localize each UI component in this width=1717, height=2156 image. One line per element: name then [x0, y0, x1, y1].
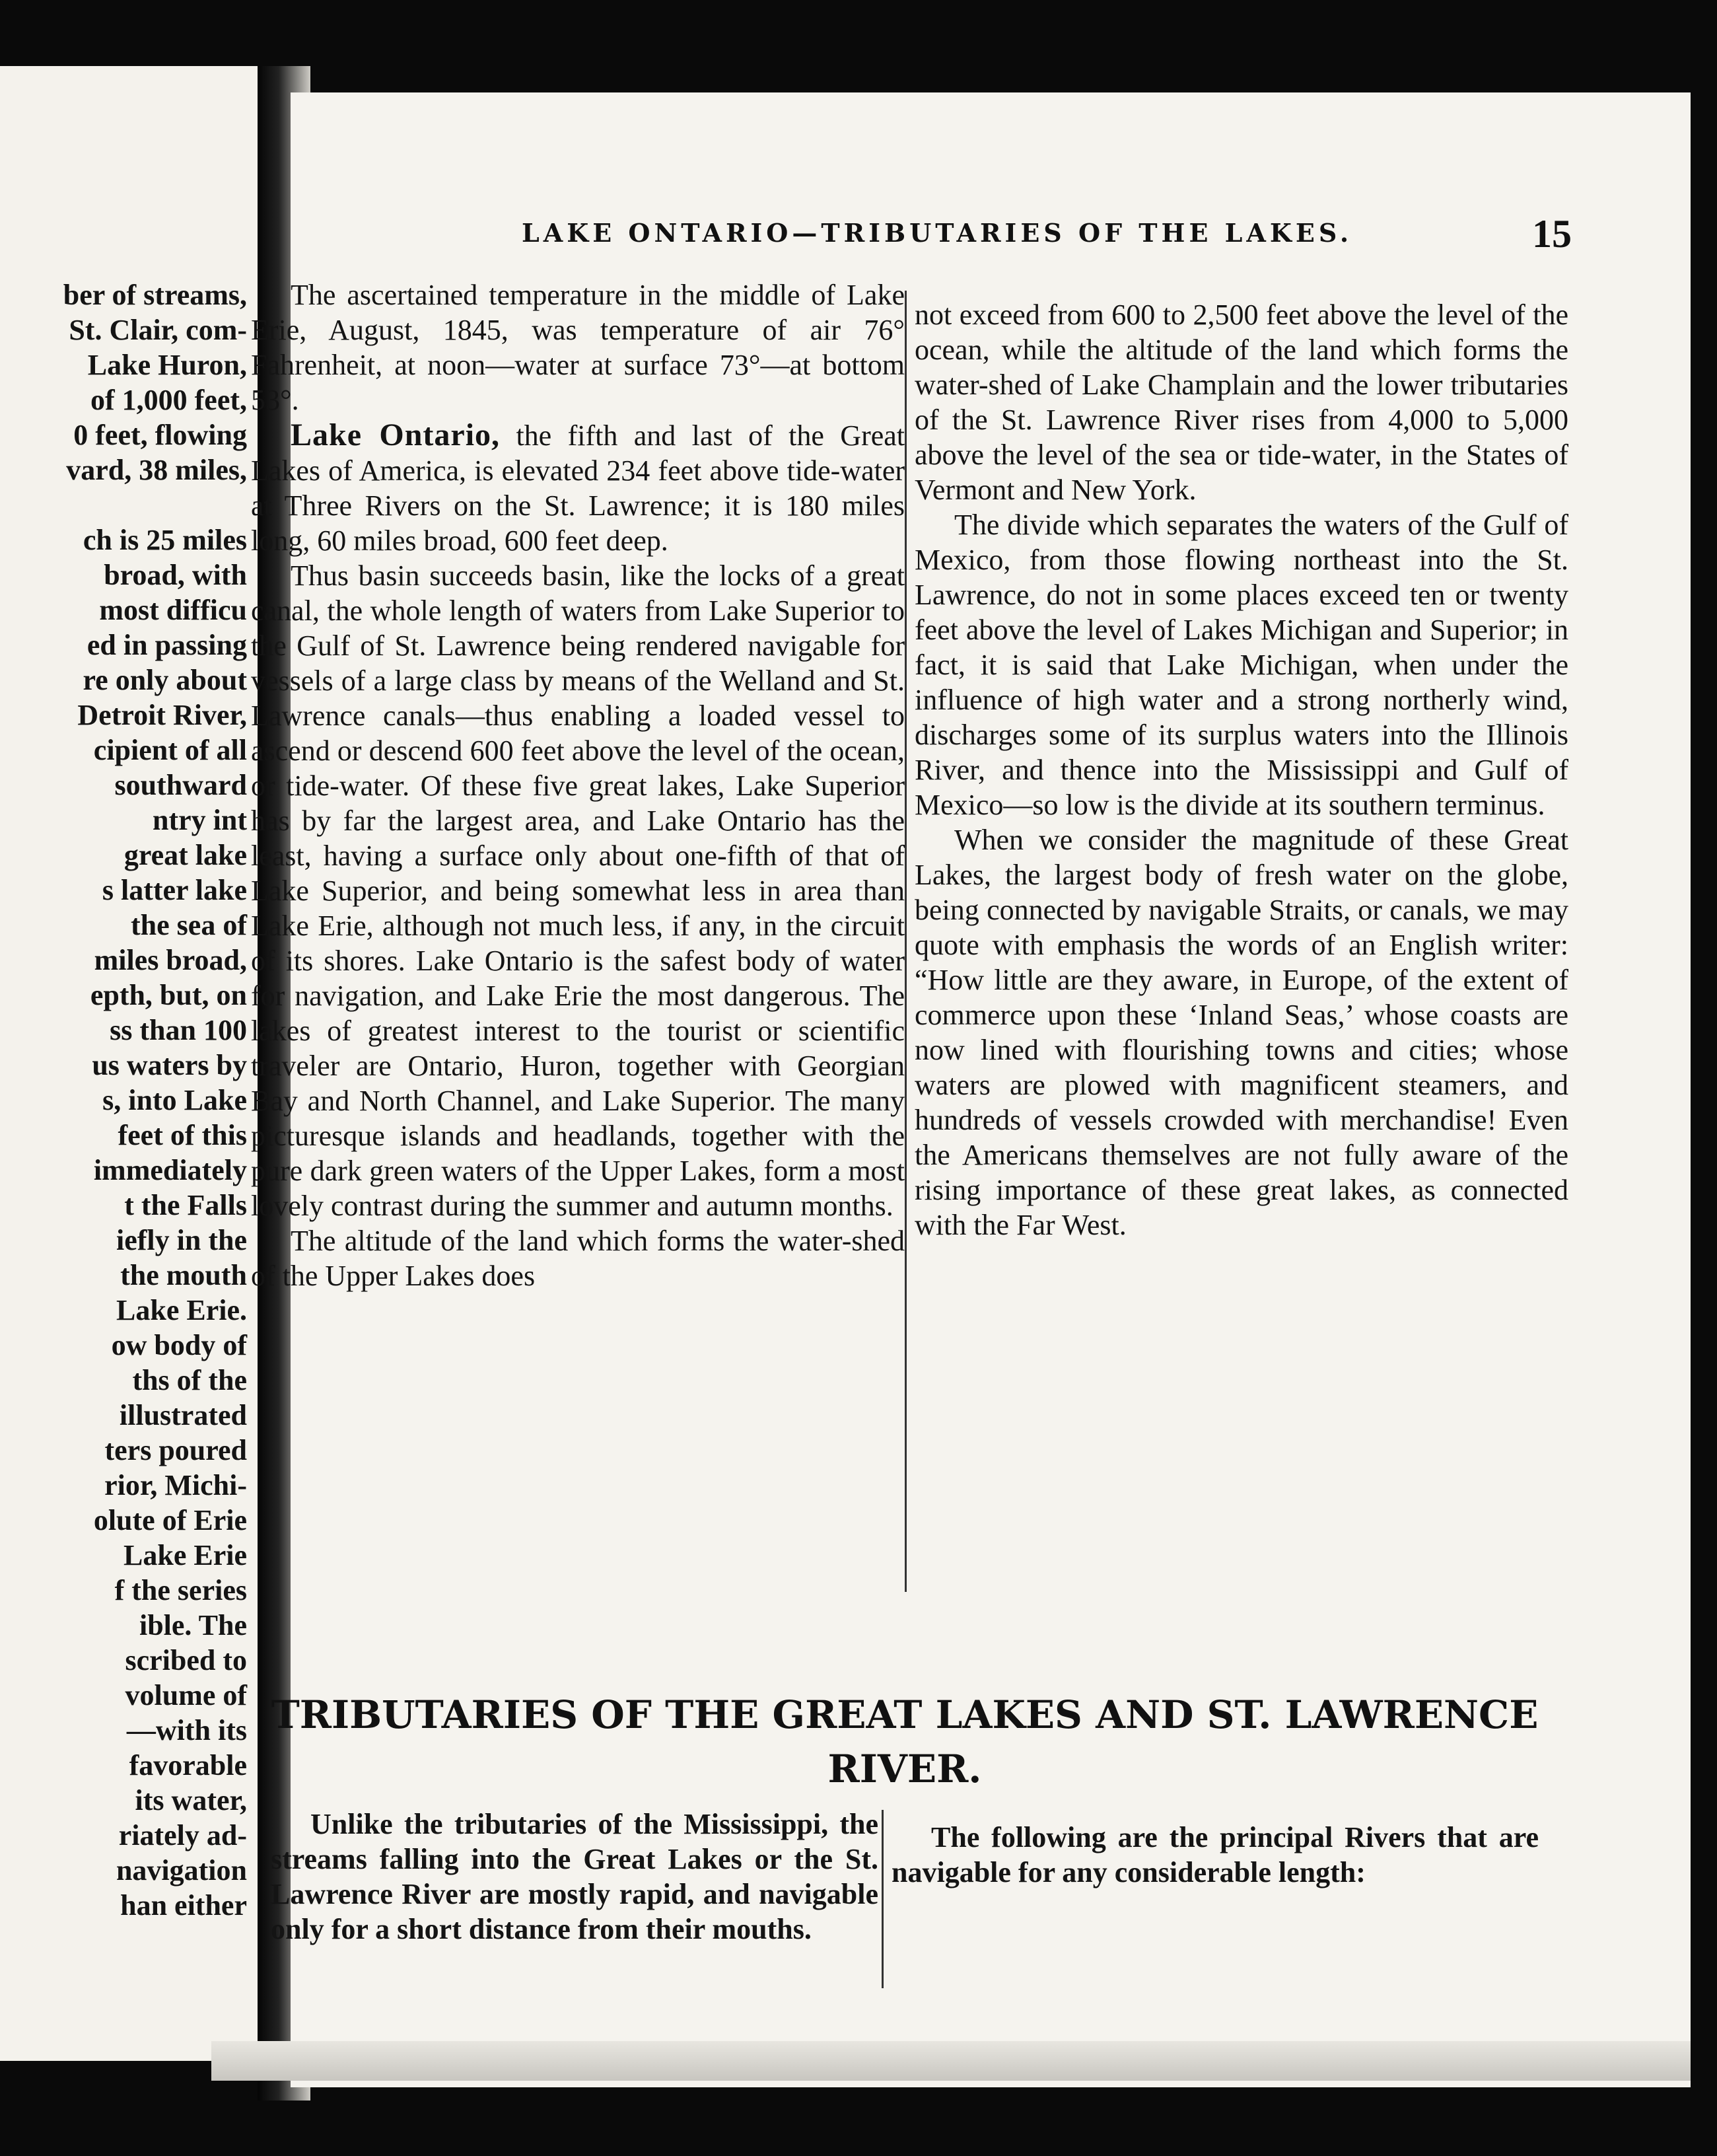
paragraph-magnitude: When we consider the magnitude of these Great Lakes, the largest body of fresh water on the globe, being connected by navigable Straits, or canals, we may quote with emphasis the words of an English writer: “How little are they aware, in Europe, of the extent of commerce upon these ‘Inland Seas,’ whose coasts are now lined with flourishing towns and cities; whose waters are plowed with magnificent steamers, and hundreds of vessels crowded with merchandise! Even the Americans themselves are not fully aware of the rising importance of these great lakes, as connected with the Far West.	[915, 824, 1568, 1241]
section-column-left	[271, 1807, 878, 1947]
left-page-line: —with its	[126, 1714, 247, 1746]
paragraph-altitude: The altitude of the land which forms the water-shed of the Upper Lakes does	[251, 1225, 905, 1292]
column-divider	[905, 291, 907, 1592]
paragraph-altitude-continued: not exceed from 600 to 2,500 feet above the level of the ocean, while the altitude of the land which forms the water-shed of Lake Champlain and the lower tributaries of the St. Lawrence River rises from 4,000 to 5,000 above the level of the sea or tide-water, in the States of Vermont and New York.	[915, 299, 1568, 506]
left-page-line: ters poured	[104, 1434, 247, 1466]
left-page-line: ch is 25 miles	[83, 524, 247, 556]
left-page-line: ber of streams,	[63, 279, 247, 311]
left-page-line: s latter lake	[102, 874, 247, 906]
section-column-right	[892, 1820, 1539, 1890]
left-page-line: s, into Lake	[102, 1084, 247, 1116]
paragraph-tributaries: Unlike the tributaries of the Mississippi, the streams falling into the Great Lakes or the St. Lawrence River are mostly rapid, and navigable only for a short distance from their mouths.	[271, 1808, 878, 1945]
left-page-line: ntry int	[153, 804, 247, 836]
left-page-line: St. Clair, com-	[69, 314, 247, 346]
left-page-line: rior, Michi-	[104, 1469, 247, 1501]
left-page-line: favorable	[129, 1749, 247, 1781]
page-number: 15	[1532, 212, 1572, 256]
left-page-line: vard, 38 miles,	[66, 454, 247, 486]
left-page-line: iefly in the	[116, 1224, 247, 1256]
left-page-line: scribed to	[125, 1644, 247, 1676]
section-title: TRIBUTARIES OF THE GREAT LAKES AND ST. LAWRENCE RIVER.	[271, 1692, 1539, 1791]
left-page-line: ow body of	[111, 1329, 247, 1361]
left-page-line: Detroit River,	[77, 699, 247, 731]
left-page-line: Lake Erie.	[116, 1294, 247, 1326]
left-page-line: olute of Erie	[93, 1504, 247, 1536]
lake-ontario-heading: Lake Ontario,	[291, 417, 501, 452]
left-page-line: ths of the	[132, 1364, 247, 1396]
left-page-line: navigation	[116, 1854, 247, 1886]
left-page-line: illustrated	[119, 1399, 247, 1431]
left-page-line: immediately	[93, 1154, 247, 1186]
left-page-line: its water,	[135, 1784, 247, 1816]
left-page-line: f the series	[114, 1574, 247, 1606]
left-page-line: Lake Huron,	[87, 349, 247, 381]
lake-ontario-text: the fifth and last of the Great Lakes of America, is elevated 234 feet above tide-water at Three Rivers on the St. Lawrence; it is 180 miles long, 60 miles broad, 600 feet deep.	[251, 419, 905, 557]
left-page-line: t the Falls	[124, 1189, 247, 1221]
left-page-line: of 1,000 feet,	[90, 384, 247, 416]
left-page-line: broad, with	[104, 559, 247, 591]
left-page-line: epth, but, on	[90, 979, 247, 1011]
left-page-line: miles broad,	[94, 944, 247, 976]
left-page-line: great lake	[123, 839, 247, 871]
left-page-line: us waters by	[92, 1049, 247, 1081]
left-page-line: ed in passing	[87, 629, 247, 661]
section-column-divider	[882, 1810, 884, 1988]
paragraph-divide: The divide which separates the waters of the Gulf of Mexico, from those flowing northeast into the St. Lawrence, do not in some places exceed ten or twenty feet above the level of Lakes Michigan and Superior; in fact, it is said that Lake Michigan, when under the influence of high water and a strong northerly wind, discharges some of its surplus waters into the Illinois River, and thence into the Mississippi and Gulf of Mexico—so low is the divide at its southern terminus.	[915, 509, 1568, 821]
paragraph-principal-rivers: The following are the principal Rivers that are navigable for any considerable length:	[892, 1821, 1539, 1888]
left-page-line: volume of	[125, 1679, 247, 1711]
column-right	[915, 297, 1568, 1242]
running-head: LAKE ONTARIO—TRIBUTARIES OF THE LAKES.	[522, 218, 1353, 248]
left-page-line: ible. The	[139, 1609, 247, 1641]
left-page-line: cipient of all	[93, 734, 247, 766]
left-page-line: riately ad-	[118, 1819, 247, 1851]
left-page-line: southward	[114, 769, 247, 801]
left-page-line: the mouth	[120, 1259, 247, 1291]
paragraph-temperature: The ascertained temperature in the middle of Lake Erie, August, 1845, was temperature of air 76° Fahrenheit, at noon—water at surface 73°—at bottom 53°.	[251, 279, 905, 416]
left-page-line: 0 feet, flowing	[73, 419, 247, 451]
paragraph-lake-ontario	[251, 417, 905, 558]
page-bottom-edge	[211, 2041, 1691, 2081]
left-page-line: Lake Erie	[123, 1539, 247, 1571]
left-page-line: re only about	[83, 664, 247, 696]
left-facing-page	[0, 66, 262, 2061]
left-page-line: feet of this	[118, 1119, 247, 1151]
paragraph-basin: Thus basin succeeds basin, like the locks of a great canal, the whole length of waters from Lake Superior to the Gulf of St. Lawrence being rendered navigable for vessels of a large class by means of the Welland and St. Lawrence canals—thus enabling a loaded vessel to ascend or descend 600 feet above the level of the ocean, or tide-water. Of these five great lakes, Lake Superior has by far the largest area, and Lake Ontario has the least, having a surface only about one-fifth of that of Lake Superior, and being somewhat less in area than Lake Erie, although not much less, if any, in the circuit of its shores. Lake Ontario is the safest body of water for navigation, and Lake Erie the most dangerous. The lakes of greatest interest to the tourist or scientific traveler are Ontario, Huron, together with Georgian Bay and North Channel, and Lake Superior. The many picturesque islands and headlands, together with the pure dark green waters of the Upper Lakes, form a most lovely contrast during the summer and autumn months.	[251, 559, 905, 1222]
left-page-line: the sea of	[131, 909, 247, 941]
column-left	[251, 277, 905, 1293]
left-page-line: ss than 100	[110, 1014, 247, 1046]
left-page-line: most difficu	[99, 594, 247, 626]
left-page-line: han either	[120, 1889, 247, 1922]
